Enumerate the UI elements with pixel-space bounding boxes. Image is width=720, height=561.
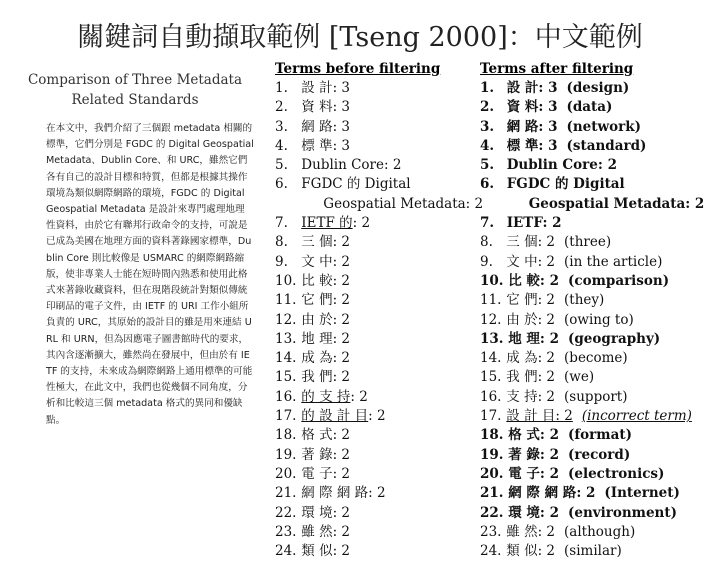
term-text: 成 為 (506, 350, 538, 367)
term-gloss: (become) (564, 350, 628, 367)
term-text: 的 支 持 (301, 388, 351, 405)
term-gloss: (we) (564, 369, 595, 386)
terms-before-column (275, 60, 484, 561)
term-number: 6. (275, 176, 288, 193)
term-number: 22. (275, 504, 297, 521)
term-count: : 2 (332, 504, 351, 521)
term-text: 格 式 (301, 427, 333, 444)
term-count: : 2 (539, 446, 559, 463)
term-text: 它 們 (506, 292, 538, 309)
term-row (275, 156, 475, 175)
term-gloss: (environment) (567, 504, 677, 521)
term-count: : 2 (332, 350, 351, 367)
term-number: 22. (480, 504, 504, 521)
term-row (480, 233, 720, 252)
term-text: FGDC 的 Digital (506, 176, 625, 193)
term-text: Geospatial Metadata (323, 195, 466, 212)
term-row (480, 388, 720, 407)
page-title: 關鍵詞自動擷取範例 [Tseng 2000]：中文範例 (77, 22, 643, 53)
term-count: : 2 (352, 215, 371, 232)
term-text: 設 計 目 (506, 408, 556, 425)
term-count: : 2 (555, 408, 573, 425)
term-row (275, 214, 475, 233)
term-row (275, 330, 475, 349)
term-number: 14. (275, 350, 297, 367)
term-row (275, 504, 475, 523)
term-number: 2. (275, 99, 288, 116)
term-count: : 2 (332, 543, 351, 560)
term-row (275, 542, 475, 561)
term-count: : 2 (539, 465, 559, 482)
term-row (275, 253, 475, 272)
term-row (480, 98, 720, 117)
term-count: : 2 (332, 446, 351, 463)
term-number: 11. (275, 292, 297, 309)
term-row (480, 137, 720, 156)
term-text: 由 於 (506, 311, 538, 328)
term-count: : 2 (537, 311, 556, 328)
term-row (480, 214, 720, 233)
term-count: : 2 (537, 350, 556, 367)
term-number: 17. (275, 408, 297, 425)
term-row (275, 233, 475, 252)
term-text: 設 計 (506, 80, 539, 96)
term-gloss: (similar) (564, 543, 622, 560)
term-number: 18. (480, 427, 504, 444)
term-count: : 3 (538, 118, 558, 135)
term-number: 8. (275, 234, 288, 251)
term-count: : 3 (332, 118, 351, 135)
term-number: 24. (480, 543, 502, 560)
term-row (480, 118, 720, 137)
term-count: : 2 (332, 292, 351, 309)
term-row (275, 426, 475, 445)
term-count: : 2 (350, 388, 368, 405)
terms-after-heading: Terms after filtering (480, 61, 634, 77)
term-count: : 3 (538, 80, 558, 96)
term-text: 支 持 (506, 388, 538, 405)
term-text: 資 料 (301, 99, 333, 116)
term-row (275, 175, 475, 194)
term-text: 設 計 (301, 80, 333, 96)
term-number: 4. (480, 137, 495, 154)
term-count: : 2 (383, 157, 402, 174)
term-row (480, 504, 720, 523)
term-count: : 2 (465, 195, 484, 212)
term-text: 文 中 (301, 253, 333, 270)
term-text: 環 境 (301, 504, 333, 521)
term-row (275, 137, 475, 156)
term-gloss: (comparison) (567, 272, 670, 289)
term-gloss: (geography) (567, 330, 661, 347)
term-count: : 2 (537, 234, 556, 251)
term-gloss: (in the article) (564, 253, 663, 270)
term-number: 3. (480, 118, 495, 135)
term-text: Dublin Core (506, 157, 598, 174)
term-number: 19. (275, 446, 297, 463)
term-number: 9. (480, 253, 493, 270)
term-count: : 2 (539, 272, 559, 289)
term-gloss: (format) (567, 427, 632, 444)
term-count: : 2 (542, 215, 562, 232)
term-text: 網 路 (301, 118, 333, 135)
term-number: 7. (275, 215, 288, 232)
term-number: 20. (275, 465, 297, 482)
term-row (480, 446, 720, 465)
term-count: : 2 (539, 504, 559, 521)
term-row (480, 368, 720, 387)
abstract-heading: Comparison of Three Metadata Related Standards (27, 72, 243, 108)
term-number: 10. (275, 272, 297, 289)
term-number: 5. (480, 157, 495, 174)
term-count: : 2 (332, 427, 351, 444)
term-row (480, 407, 720, 426)
term-count: : 2 (537, 543, 556, 560)
term-gloss: (incorrect term) (581, 408, 692, 425)
term-text: 雖 然 (301, 523, 333, 540)
term-count: : 2 (332, 465, 351, 482)
term-number: 23. (480, 523, 502, 540)
term-count: : 2 (537, 369, 556, 386)
term-number: 16. (480, 388, 502, 405)
term-text: 文 中 (506, 253, 538, 270)
term-text: 類 似 (506, 543, 538, 560)
term-count: : 2 (368, 485, 386, 502)
term-gloss: (they) (564, 292, 605, 309)
term-text: 地 理 (508, 330, 540, 347)
term-text: 著 錄 (301, 446, 333, 463)
term-text: 資 料 (506, 99, 539, 116)
term-count: : 2 (537, 292, 556, 309)
term-text: 地 理 (301, 330, 333, 347)
term-row (275, 388, 475, 407)
term-number: 1. (480, 80, 495, 96)
term-row (275, 349, 475, 368)
terms-before-heading: Terms before filtering (275, 61, 441, 77)
term-text: 網 際 網 路 (508, 485, 577, 502)
term-number: 23. (275, 523, 297, 540)
term-number: 1. (275, 80, 288, 96)
term-row (480, 311, 720, 330)
term-row (480, 542, 720, 561)
term-row (275, 195, 484, 214)
term-gloss: (standard) (566, 137, 647, 154)
term-gloss: (although) (564, 523, 636, 540)
term-count: : 2 (597, 157, 617, 174)
term-text: 成 為 (301, 350, 333, 367)
term-gloss: (data) (566, 99, 613, 116)
term-number: 9. (275, 253, 288, 270)
term-text: 比 較 (508, 272, 540, 289)
term-row (275, 272, 475, 291)
term-number: 4. (275, 137, 288, 154)
term-count: : 2 (332, 311, 351, 328)
term-text: 它 們 (301, 292, 333, 309)
term-row (275, 311, 475, 330)
term-text: 電 子 (301, 465, 333, 482)
term-number: 12. (480, 311, 502, 328)
term-text: 環 境 (508, 504, 540, 521)
term-row (480, 272, 720, 291)
term-number: 15. (275, 369, 297, 386)
term-number: 2. (480, 99, 495, 116)
terms-after-column (480, 60, 720, 561)
term-count: : 2 (332, 272, 351, 289)
term-gloss: (design) (566, 80, 630, 96)
term-row (480, 156, 720, 175)
abstract-panel (20, 70, 254, 429)
term-count: : 2 (539, 427, 559, 444)
term-gloss: (network) (566, 118, 641, 135)
term-text: 我 們 (301, 369, 333, 386)
term-count: : 2 (368, 408, 386, 425)
term-row (480, 349, 720, 368)
term-number: 12. (275, 311, 297, 328)
term-row (480, 465, 720, 484)
term-number: 16. (275, 388, 297, 405)
term-count: : 3 (332, 99, 351, 116)
term-text: 標 準 (301, 137, 333, 154)
term-gloss: (record) (567, 446, 631, 463)
term-number: 8. (480, 234, 493, 251)
term-text: Geospatial Metadata (528, 195, 686, 212)
term-row (480, 79, 720, 98)
term-count: : 2 (332, 523, 351, 540)
term-text: 三 個 (301, 234, 333, 251)
term-count: : 2 (537, 388, 556, 405)
term-text: 類 似 (301, 543, 333, 560)
term-text: FGDC 的 Digital (301, 176, 411, 193)
term-row (275, 368, 475, 387)
term-number: 21. (480, 485, 504, 502)
term-count: : 2 (576, 485, 596, 502)
term-number: 7. (480, 215, 495, 232)
term-number: 6. (480, 176, 495, 193)
term-number: 17. (480, 408, 502, 425)
term-row (480, 291, 720, 310)
term-number: 13. (480, 330, 504, 347)
term-text: 標 準 (506, 137, 539, 154)
term-number: 19. (480, 446, 504, 463)
term-number: 5. (275, 157, 288, 174)
term-count: : 2 (539, 330, 559, 347)
term-gloss: (electronics) (567, 465, 665, 482)
term-row (275, 118, 475, 137)
term-number: 10. (480, 272, 504, 289)
term-count: : 3 (332, 137, 351, 154)
term-row (480, 330, 720, 349)
term-count: : 3 (332, 80, 351, 96)
term-gloss: (owing to) (564, 311, 634, 328)
term-text: 網 際 網 路 (301, 485, 369, 502)
term-number: 14. (480, 350, 502, 367)
term-row (480, 195, 720, 214)
term-number: 20. (480, 465, 504, 482)
term-text: 我 們 (506, 369, 538, 386)
term-row (275, 446, 475, 465)
term-row (480, 523, 720, 542)
term-number: 11. (480, 292, 502, 309)
term-count: : 3 (538, 137, 558, 154)
term-number: 24. (275, 543, 297, 560)
term-count: : 3 (538, 99, 558, 116)
terms-after-list (480, 79, 720, 561)
term-number: 18. (275, 427, 297, 444)
term-text: 雖 然 (506, 523, 538, 540)
term-count: : 2 (332, 369, 351, 386)
term-text: 網 路 (506, 118, 539, 135)
term-row (480, 175, 720, 194)
term-count: : 2 (332, 330, 351, 347)
term-text: 由 於 (301, 311, 333, 328)
term-text: 比 較 (301, 272, 333, 289)
term-text: IETF 的 (301, 215, 353, 232)
term-count: : 2 (537, 253, 556, 270)
term-row (275, 484, 475, 503)
term-text: 三 個 (506, 234, 538, 251)
term-count: : 2 (685, 195, 705, 212)
term-text: Dublin Core (301, 157, 384, 174)
term-text: IETF (506, 215, 543, 232)
term-number: 21. (275, 485, 297, 502)
term-gloss: (Internet) (604, 485, 680, 502)
term-row (480, 484, 720, 503)
term-row (480, 426, 720, 445)
term-row (275, 79, 475, 98)
term-number: 3. (275, 118, 288, 135)
term-number: 15. (480, 369, 502, 386)
terms-before-list (275, 79, 484, 561)
term-row (275, 465, 475, 484)
term-gloss: (three) (564, 234, 612, 251)
term-text: 電 子 (508, 465, 540, 482)
term-number: 13. (275, 330, 297, 347)
term-row (275, 523, 475, 542)
abstract-body: 在本文中，我們介紹了三個跟 metadata 相關的標準，它們分別是 FGDC 的 Digital Geospatial Metadata、Dublin Core、和 URC，雖然它們各有自己的設計目標和特質，但都是根據其操作環境為類似網際網路的環境，FGDC 的 Digital Geospatial Metadata 是設計來專門處理地理性資料，由於它有聯邦行政命令的支持，可說是已成為美國在地理方面的資料著錄國家標準，Dublin Core 則比較像是 USMARC 的網際網路縮版，使非專業人士能在短時間內熟悉和使用此格式來著錄收藏資料，但在現階段統計對類似傳統印刷品的電子文件，由 IETF 的 URI 工作小組所負責的 URC，其原始的設計目的雖是用來連結 URL 和 URN，但為因應電子圖書館時代的要求，其內含逐漸擴大，雖然尚在發展中，但由於有 IETF 的支持，未來成為網際網路上通用標準的可能性極大，在此文中，我們也從幾個不同角度，分析和比較這三個 metadata 格式的異同和優缺點。 (46, 123, 254, 426)
term-row (275, 291, 475, 310)
term-count: : 2 (332, 253, 351, 270)
term-text: 格 式 (508, 427, 540, 444)
term-gloss: (support) (564, 388, 628, 405)
term-count: : 2 (537, 523, 556, 540)
term-text: 的 設 計 目 (301, 408, 369, 425)
term-row (480, 253, 720, 272)
term-text: 著 錄 (508, 446, 540, 463)
term-row (275, 98, 475, 117)
term-count: : 2 (332, 234, 351, 251)
term-row (275, 407, 475, 426)
